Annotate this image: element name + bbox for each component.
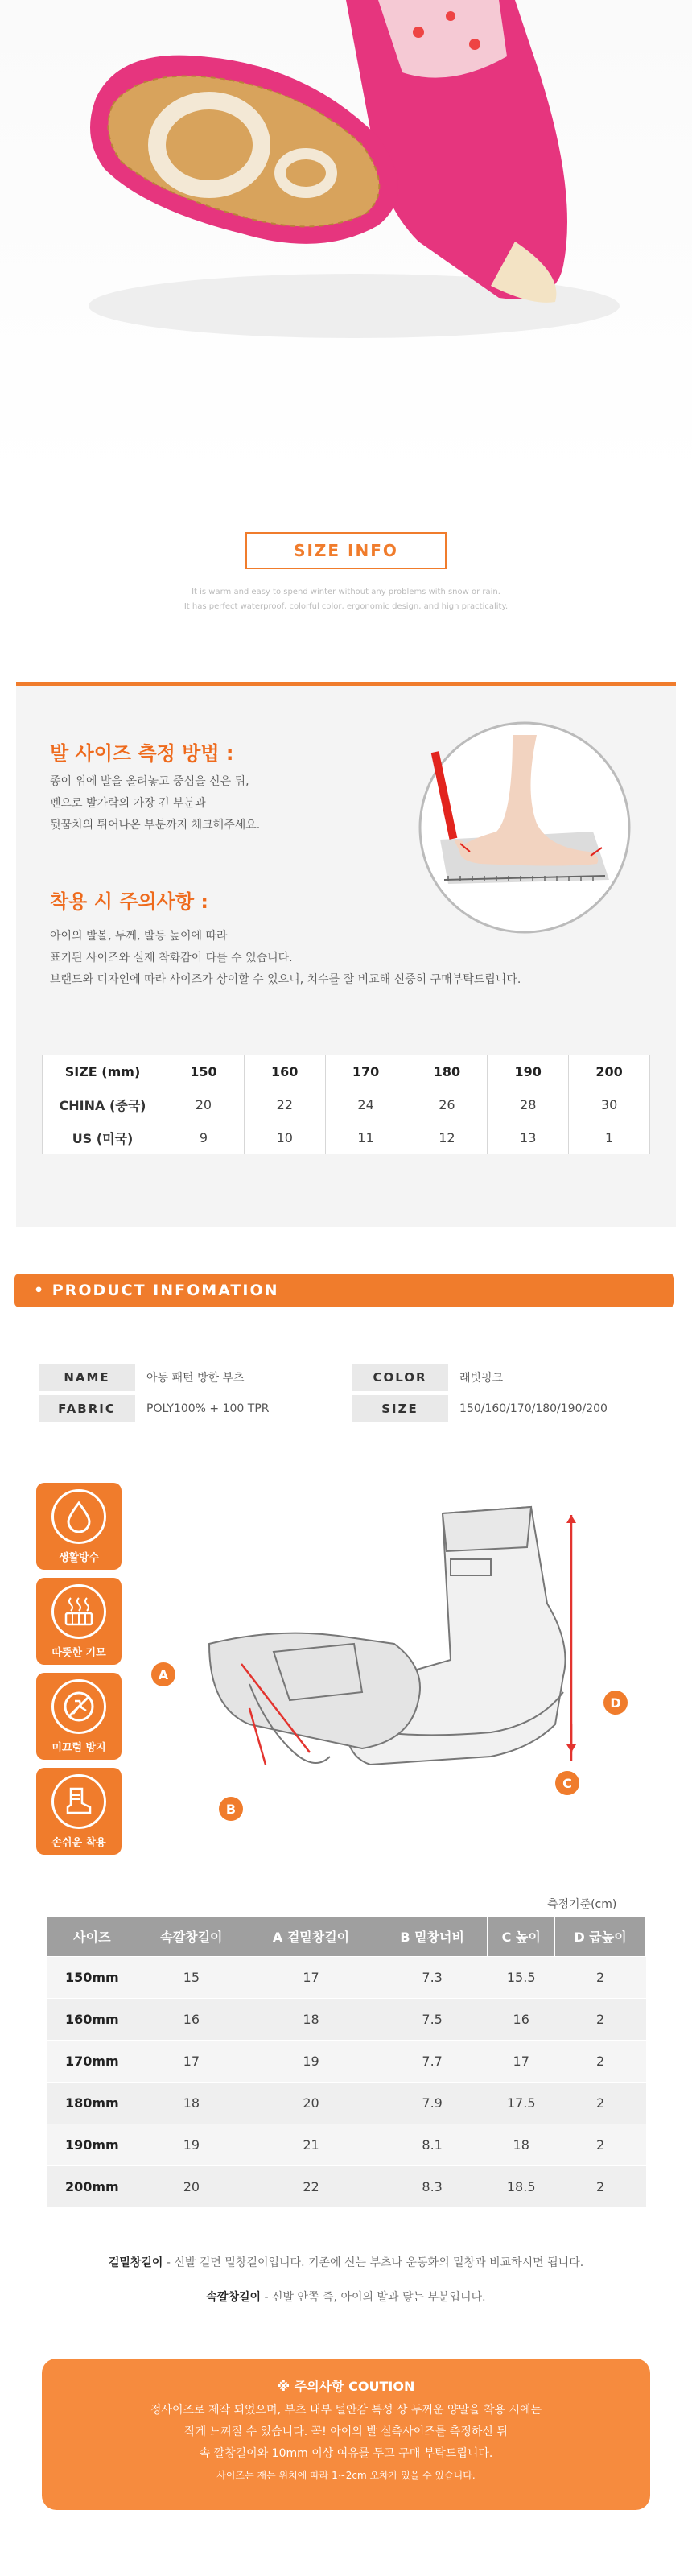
dimension-marker-a: A <box>151 1662 175 1686</box>
dimension-table-cell: 2 <box>555 2166 646 2208</box>
feature-label: 생활방수 <box>58 1551 100 1564</box>
caution-line: 정사이즈로 제작 되었으며, 부츠 내부 털안감 특성 상 두꺼운 양말을 착용 시에는 <box>150 2404 542 2417</box>
boot-icon <box>51 1774 106 1829</box>
caution-line: 속 깔창길이와 10mm 이상 여유를 두고 구매 부탁드립니다. <box>199 2447 493 2460</box>
size-info-title <box>245 532 447 569</box>
size-table-cell: 28 <box>488 1088 569 1121</box>
dimension-table-cell: 17 <box>138 2041 245 2083</box>
dimension-table-cell: 150mm <box>47 1957 138 1999</box>
wearing-caution-line: 아이의 발볼, 두께, 발등 높이에 따라 <box>50 930 228 943</box>
size-table-cell: 1 <box>569 1121 650 1154</box>
definition-text: - 신발 겉면 밑창길이입니다. 기존에 신는 부츠나 운동화의 밑창과 비교하시면 됩니다. <box>163 2256 584 2269</box>
dimension-table-cell: 180mm <box>47 2083 138 2124</box>
dimension-marker-b: B <box>219 1797 243 1821</box>
dimension-table-row <box>47 1957 646 1999</box>
dimension-table-cell: 7.3 <box>377 1957 487 1999</box>
dimension-table-cell: 17 <box>488 2041 555 2083</box>
size-table-cell: 12 <box>406 1121 488 1154</box>
feature-easy-wear <box>36 1768 122 1855</box>
dimension-table-cell: 2 <box>555 1999 646 2041</box>
size-table-row <box>43 1055 650 1088</box>
dimension-table-header: D 굽높이 <box>555 1917 646 1957</box>
dimension-table-row <box>47 2041 646 2083</box>
dimension-table-cell: 200mm <box>47 2166 138 2208</box>
caution-title: ※ 주의사항 COUTION <box>277 2379 415 2394</box>
feature-warm-lining <box>36 1578 122 1665</box>
dimension-table-cell: 190mm <box>47 2124 138 2166</box>
product-info-value: 래빗핑크 <box>459 1372 504 1385</box>
caution-line: 작게 느껴질 수 있습니다. 꼭! 아이의 발 실측사이즈를 측정하신 뒤 <box>184 2425 508 2438</box>
dimension-table-cell: 2 <box>555 2124 646 2166</box>
dimension-table-cell: 160mm <box>47 1999 138 2041</box>
dimension-table-cell: 170mm <box>47 2041 138 2083</box>
dimension-table-row <box>47 2083 646 2124</box>
size-table-cell: 9 <box>163 1121 245 1154</box>
product-info-value: POLY100% + 100 TPR <box>146 1402 270 1415</box>
product-hero-image <box>0 0 692 483</box>
size-table-cell: 10 <box>244 1121 325 1154</box>
dimension-marker-c: C <box>555 1771 579 1795</box>
dimension-table-row <box>47 2166 646 2208</box>
dimension-table-cell: 7.9 <box>377 2083 487 2124</box>
definition-insole-length <box>0 2289 692 2305</box>
water-drop-icon <box>51 1489 106 1544</box>
dimension-table-cell: 7.5 <box>377 1999 487 2041</box>
no-slip-icon <box>51 1679 106 1734</box>
size-table-row <box>43 1121 650 1154</box>
dimension-table-cell: 2 <box>555 2041 646 2083</box>
size-info-subtitle-2: It has perfect waterproof, colorful color, ergonomic design, and high practicality. <box>183 602 509 611</box>
dimension-marker-d: D <box>603 1690 628 1715</box>
foot-measure-illustration <box>416 719 633 936</box>
boot-sole-illustration <box>90 56 398 244</box>
size-table-cell: 190 <box>488 1055 569 1088</box>
product-info-title: • PRODUCT INFOMATION <box>34 1282 279 1299</box>
dimension-table-cell: 16 <box>138 1999 245 2041</box>
size-table-row <box>43 1088 650 1121</box>
dimension-table-cell: 19 <box>138 2124 245 2166</box>
feature-waterproof <box>36 1483 122 1570</box>
definition-term: 겉밑창길이 <box>108 2256 163 2269</box>
measurement-unit-note: 측정기준(cm) <box>547 1898 617 1911</box>
definition-text: - 신발 안쪽 즉, 아이의 발과 닿는 부분입니다. <box>261 2291 486 2304</box>
dimension-table-cell: 18 <box>488 2124 555 2166</box>
product-info-row <box>39 1395 661 1422</box>
size-conversion-table <box>42 1055 650 1154</box>
feature-label: 따뜻한 기모 <box>51 1646 106 1659</box>
dimension-table-header: A 겉밑창길이 <box>245 1917 377 1957</box>
size-table-label: US (미국) <box>43 1121 163 1154</box>
size-table-cell: 30 <box>569 1088 650 1121</box>
dimension-table-cell: 15 <box>138 1957 245 1999</box>
dimension-table-row <box>47 2124 646 2166</box>
size-table-cell: 150 <box>163 1055 245 1088</box>
dimension-table <box>46 1916 646 2208</box>
caution-line: 사이즈는 재는 위치에 따라 1~2cm 오차가 있을 수 있습니다. <box>216 2470 476 2481</box>
product-info-key: FABRIC <box>39 1395 135 1422</box>
dimension-table-cell: 18.5 <box>488 2166 555 2208</box>
dimension-table-cell: 17 <box>245 1957 377 1999</box>
product-info-key: COLOR <box>352 1364 448 1391</box>
dimension-table-cell: 8.3 <box>377 2166 487 2208</box>
dimension-table-cell: 22 <box>245 2166 377 2208</box>
product-info-value: 150/160/170/180/190/200 <box>459 1402 608 1415</box>
product-info-key: SIZE <box>352 1395 448 1422</box>
size-table-cell: 26 <box>406 1088 488 1121</box>
size-info-subtitle-1: It is warm and easy to spend winter without any problems with snow or rain. <box>192 588 500 597</box>
dimension-table-header: C 높이 <box>488 1917 555 1957</box>
size-table-cell: 24 <box>325 1088 406 1121</box>
dimension-table-cell: 19 <box>245 2041 377 2083</box>
measure-method-line: 종이 위에 발을 올려놓고 중심을 신은 뒤, <box>50 775 249 788</box>
product-info-row <box>39 1364 661 1391</box>
feature-anti-slip <box>36 1673 122 1760</box>
measure-method-line: 펜으로 발가락의 가장 긴 부분과 <box>50 797 206 810</box>
size-table-cell: 22 <box>244 1088 325 1121</box>
measure-method-text <box>50 771 260 836</box>
product-info-key: NAME <box>39 1364 135 1391</box>
dimension-table-cell: 20 <box>245 2083 377 2124</box>
boot-dimension-diagram <box>153 1483 660 1837</box>
product-info-header <box>14 1274 674 1307</box>
dimension-table-cell: 18 <box>138 2083 245 2124</box>
size-table-label: CHINA (중국) <box>43 1088 163 1121</box>
dimension-table-cell: 7.7 <box>377 2041 487 2083</box>
dimension-table-header: B 밑창너비 <box>377 1917 487 1957</box>
size-table-cell: 160 <box>244 1055 325 1088</box>
dimension-table-cell: 20 <box>138 2166 245 2208</box>
measure-method-heading: 발 사이즈 측정 방법 : <box>50 742 234 765</box>
product-info-value: 아동 패턴 방한 부츠 <box>146 1372 245 1385</box>
size-table-cell: 170 <box>325 1055 406 1088</box>
measure-method-line: 뒷꿈치의 튀어나온 부분까지 체크해주세요. <box>50 819 261 832</box>
dimension-table-cell: 2 <box>555 1957 646 1999</box>
dimension-table-header: 사이즈 <box>47 1917 138 1957</box>
dimension-table-cell: 15.5 <box>488 1957 555 1999</box>
size-table-cell: 20 <box>163 1088 245 1121</box>
size-table-cell: 13 <box>488 1121 569 1154</box>
dimension-table-cell: 17.5 <box>488 2083 555 2124</box>
wearing-caution-heading: 착용 시 주의사항 : <box>50 890 208 913</box>
dimension-table-cell: 18 <box>245 1999 377 2041</box>
size-table-label: SIZE (mm) <box>43 1055 163 1088</box>
size-table-cell: 200 <box>569 1055 650 1088</box>
dimension-table-cell: 21 <box>245 2124 377 2166</box>
caution-notice <box>42 2359 650 2510</box>
size-table-cell: 180 <box>406 1055 488 1088</box>
wearing-caution-line: 표기된 사이즈와 실제 착화감이 다를 수 있습니다. <box>50 952 293 964</box>
dimension-table-header: 속깔창길이 <box>138 1917 245 1957</box>
wearing-caution-line: 브랜드와 디자인에 따라 사이즈가 상이할 수 있으니, 치수를 잘 비교해 신중히 구매부탁드립니다. <box>50 973 521 986</box>
feature-label: 손쉬운 착용 <box>51 1836 106 1849</box>
feature-label: 미끄럼 방지 <box>51 1741 106 1754</box>
heater-icon <box>51 1584 106 1639</box>
definition-term: 속깔창길이 <box>206 2291 262 2304</box>
dimension-table-cell: 16 <box>488 1999 555 2041</box>
dimension-table-cell: 8.1 <box>377 2124 487 2166</box>
size-table-cell: 11 <box>325 1121 406 1154</box>
definition-outsole-length <box>0 2254 692 2270</box>
dimension-table-row <box>47 1999 646 2041</box>
size-info-title-text: SIZE INFO <box>294 541 398 560</box>
dimension-table-cell: 2 <box>555 2083 646 2124</box>
